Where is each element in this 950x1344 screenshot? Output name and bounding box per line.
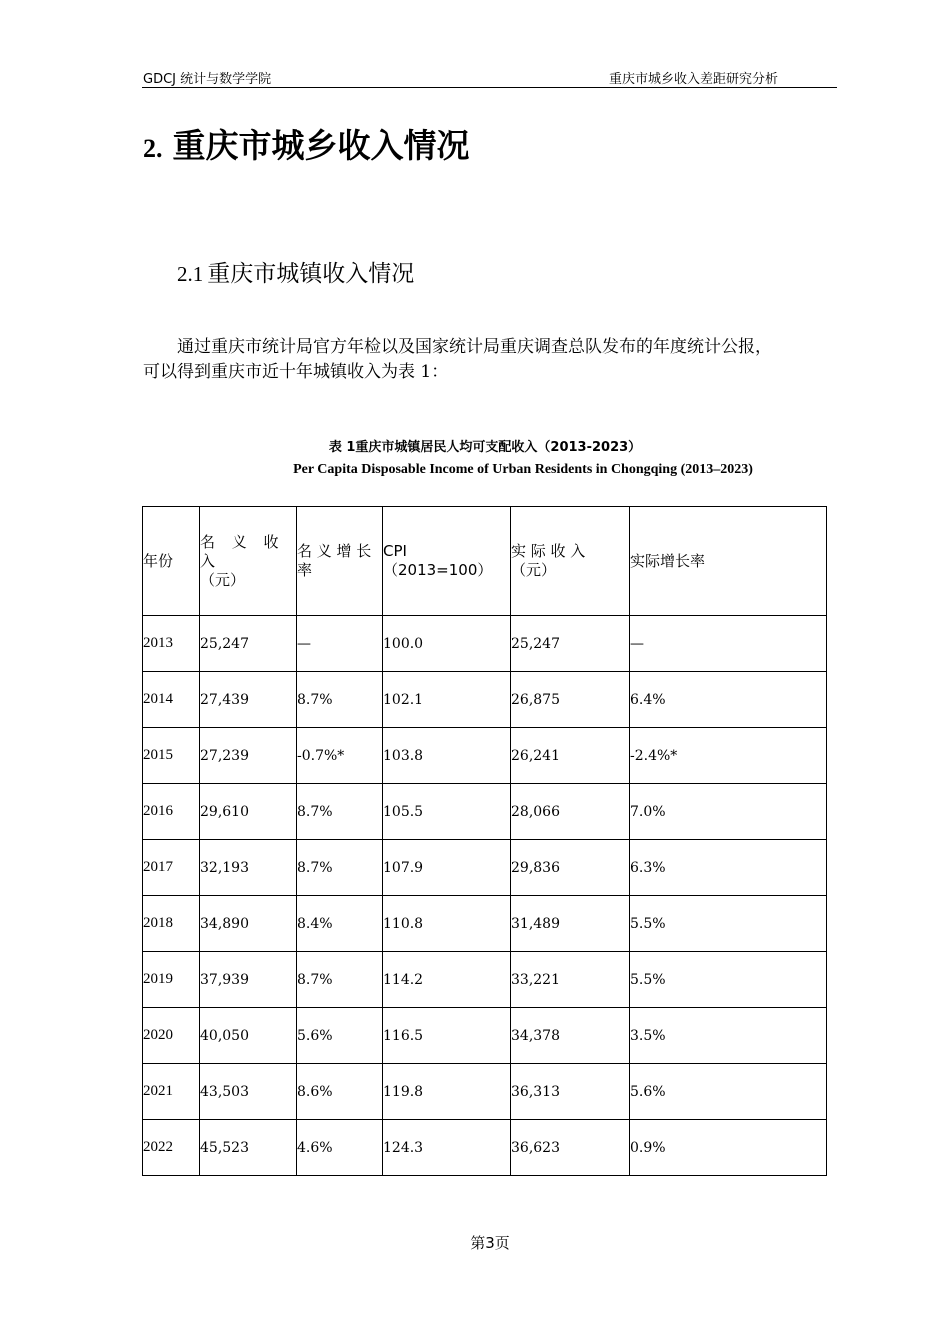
- body-paragraph: [143, 335, 863, 385]
- table-row: [143, 616, 827, 672]
- section-heading: [143, 120, 470, 167]
- cell-year: 2014: [143, 672, 200, 728]
- subsection-title: 重庆市城镇收入情况: [207, 261, 415, 287]
- cell-real: 31,489: [511, 896, 630, 952]
- cell-growth: 8.7%: [297, 840, 383, 896]
- paragraph-line-1: 通过重庆市统计局官方年检以及国家统计局重庆调查总队发布的年度统计公报，: [177, 337, 772, 357]
- cell-growth: 8.4%: [297, 896, 383, 952]
- paragraph-line-2: 可以得到重庆市近十年城镇收入为表 1：: [143, 362, 449, 382]
- cell-year: 2018: [143, 896, 200, 952]
- table-row: [143, 728, 827, 784]
- cell-growth: 8.6%: [297, 1064, 383, 1120]
- cell-cpi: 119.8: [383, 1064, 511, 1120]
- cell-real: 25,247: [511, 616, 630, 672]
- page-number: 第3页: [470, 1234, 510, 1252]
- header-real-income: 实 际 收 入 （元）: [511, 507, 630, 616]
- cell-year: 2015: [143, 728, 200, 784]
- cell-growth: -0.7%*: [297, 728, 383, 784]
- header-right-text: 重庆市城乡收入差距研究分析: [608, 72, 778, 87]
- header-nominal-growth: 名 义 增 长 率: [297, 507, 383, 616]
- cell-nominal: 34,890: [200, 896, 297, 952]
- table-row: [143, 1064, 827, 1120]
- cell-real: 29,836: [511, 840, 630, 896]
- header-real-growth: 实际增长率: [630, 507, 827, 616]
- table-row: [143, 896, 827, 952]
- table-row: [143, 1120, 827, 1176]
- cell-cpi: 107.9: [383, 840, 511, 896]
- section-number: 2.: [143, 134, 163, 163]
- cell-nominal: 27,239: [200, 728, 297, 784]
- cell-real-growth: 3.5%: [630, 1008, 827, 1064]
- section-title: 重庆市城乡收入情况: [172, 126, 470, 165]
- cell-nominal: 29,610: [200, 784, 297, 840]
- cell-year: 2021: [143, 1064, 200, 1120]
- cell-year: 2017: [143, 840, 200, 896]
- cell-real: 36,623: [511, 1120, 630, 1176]
- cell-real: 34,378: [511, 1008, 630, 1064]
- cell-cpi: 116.5: [383, 1008, 511, 1064]
- cell-nominal: 40,050: [200, 1008, 297, 1064]
- cell-cpi: 105.5: [383, 784, 511, 840]
- cell-nominal: 37,939: [200, 952, 297, 1008]
- header-cpi: CPI （2013=100）: [383, 507, 511, 616]
- cell-real: 28,066: [511, 784, 630, 840]
- cell-real-growth: -2.4%*: [630, 728, 827, 784]
- header-left-text: GDCJ 统计与数学学院: [143, 72, 272, 87]
- table-row: [143, 784, 827, 840]
- cell-cpi: 100.0: [383, 616, 511, 672]
- cell-growth: 8.7%: [297, 672, 383, 728]
- cell-cpi: 124.3: [383, 1120, 511, 1176]
- cell-real-growth: 7.0%: [630, 784, 827, 840]
- cell-real: 26,241: [511, 728, 630, 784]
- cell-real: 33,221: [511, 952, 630, 1008]
- cell-real-growth: —: [630, 616, 827, 672]
- cell-cpi: 114.2: [383, 952, 511, 1008]
- cell-year: 2020: [143, 1008, 200, 1064]
- cell-real: 26,875: [511, 672, 630, 728]
- cell-nominal: 45,523: [200, 1120, 297, 1176]
- cell-nominal: 43,503: [200, 1064, 297, 1120]
- cell-growth: 8.7%: [297, 952, 383, 1008]
- table-header-row: [143, 507, 827, 616]
- header-nominal-income: 名 义 收 入 （元）: [200, 507, 297, 616]
- subsection-heading: [177, 255, 414, 288]
- table-row: [143, 672, 827, 728]
- cell-growth: 8.7%: [297, 784, 383, 840]
- income-table: [142, 506, 827, 1176]
- cell-growth: 4.6%: [297, 1120, 383, 1176]
- table-row: [143, 1008, 827, 1064]
- table-row: [143, 952, 827, 1008]
- table-caption-en: Per Capita Disposable Income of Urban Residents in Chongqing (2013–2023): [293, 462, 753, 477]
- cell-real-growth: 6.4%: [630, 672, 827, 728]
- cell-cpi: 110.8: [383, 896, 511, 952]
- cell-year: 2013: [143, 616, 200, 672]
- header-year: 年份: [143, 507, 200, 616]
- cell-growth: —: [297, 616, 383, 672]
- cell-year: 2022: [143, 1120, 200, 1176]
- cell-cpi: 103.8: [383, 728, 511, 784]
- cell-nominal: 27,439: [200, 672, 297, 728]
- cell-real-growth: 5.6%: [630, 1064, 827, 1120]
- cell-real: 36,313: [511, 1064, 630, 1120]
- cell-cpi: 102.1: [383, 672, 511, 728]
- cell-real-growth: 0.9%: [630, 1120, 827, 1176]
- cell-real-growth: 5.5%: [630, 952, 827, 1008]
- table-caption-cn: 表 1重庆市城镇居民人均可支配收入（2013-2023）: [328, 440, 642, 455]
- cell-year: 2019: [143, 952, 200, 1008]
- header-rule: [142, 87, 837, 88]
- cell-nominal: 32,193: [200, 840, 297, 896]
- cell-real-growth: 6.3%: [630, 840, 827, 896]
- subsection-number: 2.1: [177, 262, 204, 286]
- cell-growth: 5.6%: [297, 1008, 383, 1064]
- cell-nominal: 25,247: [200, 616, 297, 672]
- table-row: [143, 840, 827, 896]
- cell-real-growth: 5.5%: [630, 896, 827, 952]
- cell-year: 2016: [143, 784, 200, 840]
